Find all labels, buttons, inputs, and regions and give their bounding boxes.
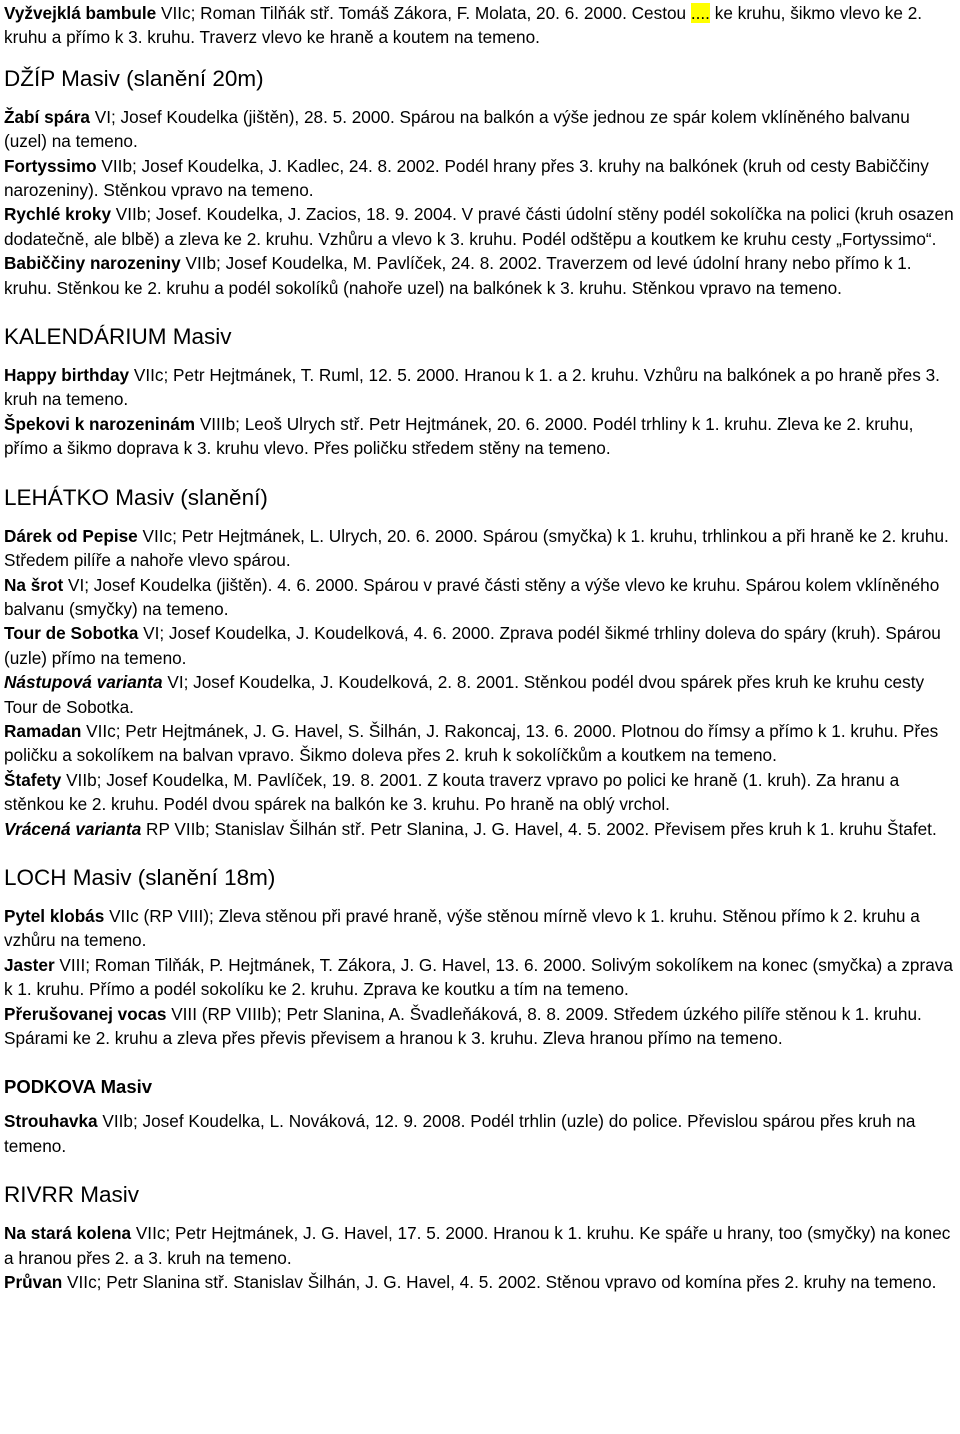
route-entry bbox=[4, 412, 954, 461]
route-name: Štafety bbox=[4, 769, 62, 790]
route-description: VIIc; Petr Hejtmánek, J. G. Havel, S. Šilhán, J. Rakoncaj, 13. 6. 2000. Plotnou do římsy a přímo k 1. kruhu. Přes poličku a sokolíkem na balvan vpravo. Šikmo doleva přes 2. kruh k sokolíčkům a koutkem na temeno. bbox=[4, 720, 939, 766]
route-description: VIIb; Josef Koudelka, J. Kadlec, 24. 8. 2002. Podél hrany přes 3. kruhy na balkónek (kruh od cesty Babiččiny narozeniny). Stěnkou vpravo na temeno. bbox=[4, 155, 929, 201]
route-name: Happy birthday bbox=[4, 365, 130, 386]
route-name: Přerušovanej vocas bbox=[4, 1003, 167, 1024]
route-entry bbox=[4, 202, 954, 251]
route-name: Průvan bbox=[4, 1272, 63, 1293]
route-entry bbox=[4, 105, 954, 154]
route-description-continued: ke kruhu, šikmo vlevo ke 2. kruhu a přímo k 3. kruhu. Traverz vlevo ke hraně a koutem na temeno. bbox=[4, 3, 923, 48]
sector-heading: LEHÁTKO Masiv (slanění) bbox=[4, 484, 268, 510]
route-name: Na šrot bbox=[4, 574, 64, 595]
sector-heading: DŽÍP Masiv (slanění 20m) bbox=[4, 65, 264, 91]
route-description: VI; Josef Koudelka (jištěn), 28. 5. 2000. Spárou na balkón a výše jednou ze spár kolem vklíněného balvanu (uzel) na temeno. bbox=[4, 106, 910, 152]
route-entry bbox=[4, 1002, 954, 1051]
route-name: Ramadan bbox=[4, 720, 82, 741]
route-entry bbox=[4, 1270, 954, 1294]
route-name: Nástupová varianta bbox=[4, 672, 163, 693]
route-description: VI; Josef Koudelka, J. Koudelková, 4. 6. 2000. Zprava podél šikmé trhliny doleva do spáry (kruh). Spárou (uzle) přímo na temeno. bbox=[4, 623, 941, 668]
sections-container bbox=[4, 65, 954, 1295]
route-entry bbox=[4, 953, 954, 1002]
sector-section bbox=[4, 1181, 954, 1294]
sector-heading: KALENDÁRIUM Masiv bbox=[4, 324, 232, 350]
route-description: VIIb; Josef. Koudelka, J. Zacios, 18. 9. 2004. V pravé části údolní stěny podél sokolíčka na polici (kruh osazen dodatečně, ale blbě) a zleva ke 2. kruhu. Vzhůru a vlevo k 3. kruhu. Podél odštěpu a koutkem ke kruhu cesty „Fortyssimo“. bbox=[4, 204, 954, 249]
route-entry bbox=[4, 719, 954, 768]
route-entry bbox=[4, 154, 954, 203]
route-description: VIIIb; Leoš Ulrych stř. Petr Hejtmánek, 20. 6. 2000. Podél trhliny k 1. kruhu. Zleva ke 2. kruhu, přímo a šikmo doprava k 3. kruhu vlevo. Přes poličku středem stěny na temeno. bbox=[4, 413, 914, 459]
route-description: VIIc; Roman Tilňák stř. Tomáš Zákora, F. Molata, 20. 6. 2000. Cestou bbox=[156, 3, 691, 23]
route-description: VIIc; Petr Hejtmánek, L. Ulrych, 20. 6. 2000. Spárou (smyčka) k 1. kruhu, trhlinkou a při hraně ke 2. kruhu. Středem pilíře a nahoře vlevo spárou. bbox=[4, 525, 949, 571]
route-name: Strouhavka bbox=[4, 1111, 98, 1132]
highlighted-text: .... bbox=[690, 3, 710, 23]
route-description: VIIc; Petr Slanina stř. Stanislav Šilhán, J. G. Havel, 4. 5. 2002. Stěnou vpravo od komína přes 2. kruhy na temeno. bbox=[62, 1272, 937, 1293]
route-description: VIIb; Josef Koudelka, L. Nováková, 12. 9. 2008. Podél trhlin (uzle) do police. Převislou spárou přes kruh na temeno. bbox=[4, 1111, 916, 1156]
route-description: VIIc (RP VIII); Zleva stěnou při pravé hraně, výše stěnou mírně vlevo k 1. kruhu. Stěnou přímo k 2. kruhu a vzhůru na temeno. bbox=[4, 905, 920, 951]
sector-section bbox=[4, 864, 954, 1050]
route-description: VI; Josef Koudelka, J. Koudelková, 2. 8. 2001. Stěnkou podél dvou spárek přes kruh ke kruhu cesty Tour de Sobotka. bbox=[4, 672, 925, 717]
sector-section bbox=[4, 1073, 954, 1158]
route-entry bbox=[4, 1, 954, 50]
route-entry bbox=[4, 573, 954, 622]
route-name: Babiččiny narozeniny bbox=[4, 253, 181, 274]
sector-heading: RIVRR Masiv bbox=[4, 1182, 140, 1208]
sector-section bbox=[4, 323, 954, 461]
route-entry bbox=[4, 524, 954, 573]
route-entry bbox=[4, 768, 954, 817]
route-entry bbox=[4, 363, 954, 412]
route-entry bbox=[4, 1109, 954, 1158]
route-description: VIIc; Petr Hejtmánek, T. Ruml, 12. 5. 2000. Hranou k 1. a 2. kruhu. Vzhůru na balkónek a po hraně přes 3. kruh na temeno. bbox=[4, 365, 940, 410]
route-name: Fortyssimo bbox=[4, 155, 97, 176]
sector-section bbox=[4, 65, 954, 300]
sector-section bbox=[4, 484, 954, 841]
route-entry bbox=[4, 1221, 954, 1270]
route-entry bbox=[4, 904, 954, 953]
route-description: VIIc; Petr Hejtmánek, J. G. Havel, 17. 5. 2000. Hranou k 1. kruhu. Ke spáře u hrany, too (smyčky) na konec a hranou přes 2. a 3. kruh na temeno. bbox=[4, 1223, 951, 1268]
route-name: Špekovi k narozeninám bbox=[4, 413, 196, 434]
route-description: VIII (RP VIIIb); Petr Slanina, A. Švadleňáková, 8. 8. 2009. Středem úzkého pilíře stěnou k 1. kruhu. Spárami ke 2. kruhu a zleva přes převis převisem a hranou k 3. kruhu. Zleva hranou přímo na temeno. bbox=[4, 1003, 922, 1048]
route-name: Žabí spára bbox=[4, 106, 90, 127]
route-description: VIIb; Josef Koudelka, M. Pavlíček, 19. 8. 2001. Z kouta traverz vpravo po polici ke hraně (1. kruh). Za hranu a stěnkou ke 2. kruhu. Podél dvou spárek na balkón ke 3. kruhu. Po hraně na oblý vrchol. bbox=[4, 769, 900, 815]
route-name: Na stará kolena bbox=[4, 1223, 132, 1244]
route-entry bbox=[4, 251, 954, 300]
route-entry bbox=[4, 817, 954, 841]
route-name: Rychlé kroky bbox=[4, 204, 112, 225]
route-entry bbox=[4, 670, 954, 719]
sector-heading: LOCH Masiv (slanění 18m) bbox=[4, 864, 276, 890]
route-entry bbox=[4, 621, 954, 670]
route-description: RP VIIb; Stanislav Šilhán stř. Petr Slanina, J. G. Havel, 4. 5. 2002. Převisem přes kruh k 1. kruhu Štafet. bbox=[141, 818, 937, 839]
route-description: VI; Josef Koudelka (jištěn). 4. 6. 2000. Spárou v pravé části stěny a výše vlevo ke kruhu. Spárou kolem vklíněného balvanu (smyčky) na temeno. bbox=[4, 574, 940, 619]
sector-heading: PODKOVA Masiv bbox=[4, 1076, 153, 1098]
route-name: Vyžvejklá bambule bbox=[4, 3, 157, 23]
route-name: Dárek od Pepise bbox=[4, 525, 138, 546]
route-name: Jaster bbox=[4, 954, 55, 975]
route-description: VIII; Roman Tilňák, P. Hejtmánek, T. Zákora, J. G. Havel, 13. 6. 2000. Solivým sokolíkem na konec (smyčka) a zprava k 1. kruhu. Přímo a podél sokolíku ke 2. kruhu. Zprava ke koutku a tím na temeno. bbox=[4, 954, 953, 1000]
route-name: Vrácená varianta bbox=[4, 818, 142, 839]
route-name: Pytel klobás bbox=[4, 905, 105, 926]
route-description: VIIb; Josef Koudelka, M. Pavlíček, 24. 8. 2002. Traverzem od levé údolní hrany nebo přímo k 1. kruhu. Stěnkou ke 2. kruhu a podél sokolíků (nahoře uzel) na balkónek k 3. kruhu. Stěnkou vpravo na temeno. bbox=[4, 253, 912, 298]
route-name: Tour de Sobotka bbox=[4, 623, 139, 644]
